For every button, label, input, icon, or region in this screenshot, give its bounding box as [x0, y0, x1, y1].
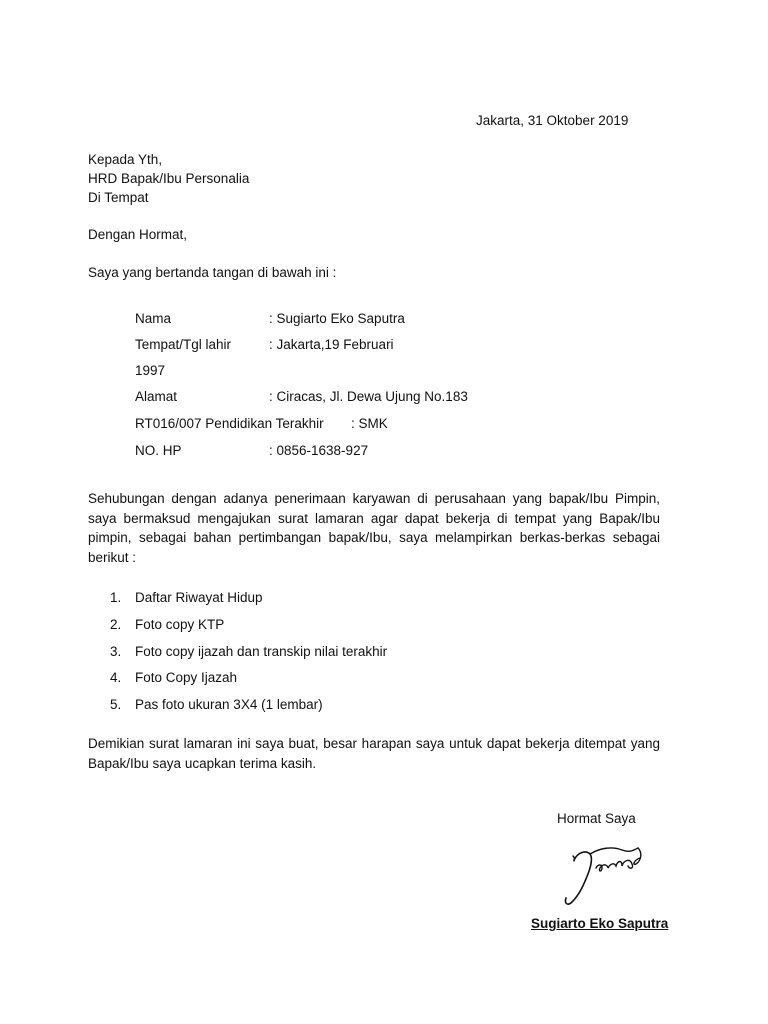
- list-item: Foto copy KTP: [135, 617, 225, 632]
- field-value-pendidikan: : SMK: [351, 416, 388, 431]
- greeting: Dengan Hormat,: [88, 227, 188, 242]
- field-value-nama: : Sugiarto Eko Saputra: [269, 311, 405, 326]
- paragraph-closing: Demikian surat lamaran ini saya buat, besar harapan saya untuk dapat bekerja ditempat yang Bapak/Ibu saya ucapkan terima kasih.: [88, 736, 660, 771]
- handwritten-signature: [560, 838, 650, 908]
- recipient-block: [88, 150, 249, 207]
- field-label-hp: NO. HP: [135, 443, 182, 458]
- recipient-line: Kepada Yth,: [88, 152, 163, 167]
- list-number: 4.: [110, 670, 122, 685]
- list-item: Foto Copy Ijazah: [135, 670, 238, 685]
- field-label-rt-pendidikan: RT016/007 Pendidikan Terakhir: [135, 416, 324, 431]
- place-date: Jakarta, 31 Oktober 2019: [476, 113, 629, 128]
- field-label-ttl: Tempat/Tgl lahir: [135, 337, 232, 352]
- list-number: 3.: [110, 644, 122, 659]
- closing-salutation: Hormat Saya: [557, 811, 636, 826]
- field-value-hp: : 0856-1638-927: [269, 443, 369, 458]
- field-value-ttl-cont: 1997: [135, 363, 166, 378]
- list-number: 2.: [110, 617, 122, 632]
- signer-name: Sugiarto Eko Saputra: [531, 916, 669, 931]
- list-item: Daftar Riwayat Hidup: [135, 590, 263, 605]
- field-value-alamat: : Ciracas, Jl. Dewa Ujung No.183: [269, 389, 468, 404]
- field-label-alamat: Alamat: [135, 389, 178, 404]
- list-item: Pas foto ukuran 3X4 (1 lembar): [135, 697, 323, 712]
- field-label-nama: Nama: [135, 311, 172, 326]
- recipient-line: Di Tempat: [88, 190, 149, 205]
- list-number: 1.: [110, 590, 122, 605]
- intro-line: Saya yang bertanda tangan di bawah ini :: [88, 265, 337, 280]
- recipient-line: HRD Bapak/Ibu Personalia: [88, 171, 250, 186]
- paragraph-purpose: Sehubungan dengan adanya penerimaan karyawan di perusahaan yang bapak/Ibu Pimpin, saya bermaksud mengajukan surat lamaran agar dapat bekerja di tempat yang Bapak/Ibu pimpin, sebagai bahan pertimbangan bapak/Ibu, saya melampirkan berkas-berkas sebagai berikut :: [88, 491, 660, 565]
- list-item: Foto copy ijazah dan transkip nilai terakhir: [135, 644, 388, 659]
- list-number: 5.: [110, 697, 122, 712]
- field-value-ttl: : Jakarta,19 Februari: [269, 337, 394, 352]
